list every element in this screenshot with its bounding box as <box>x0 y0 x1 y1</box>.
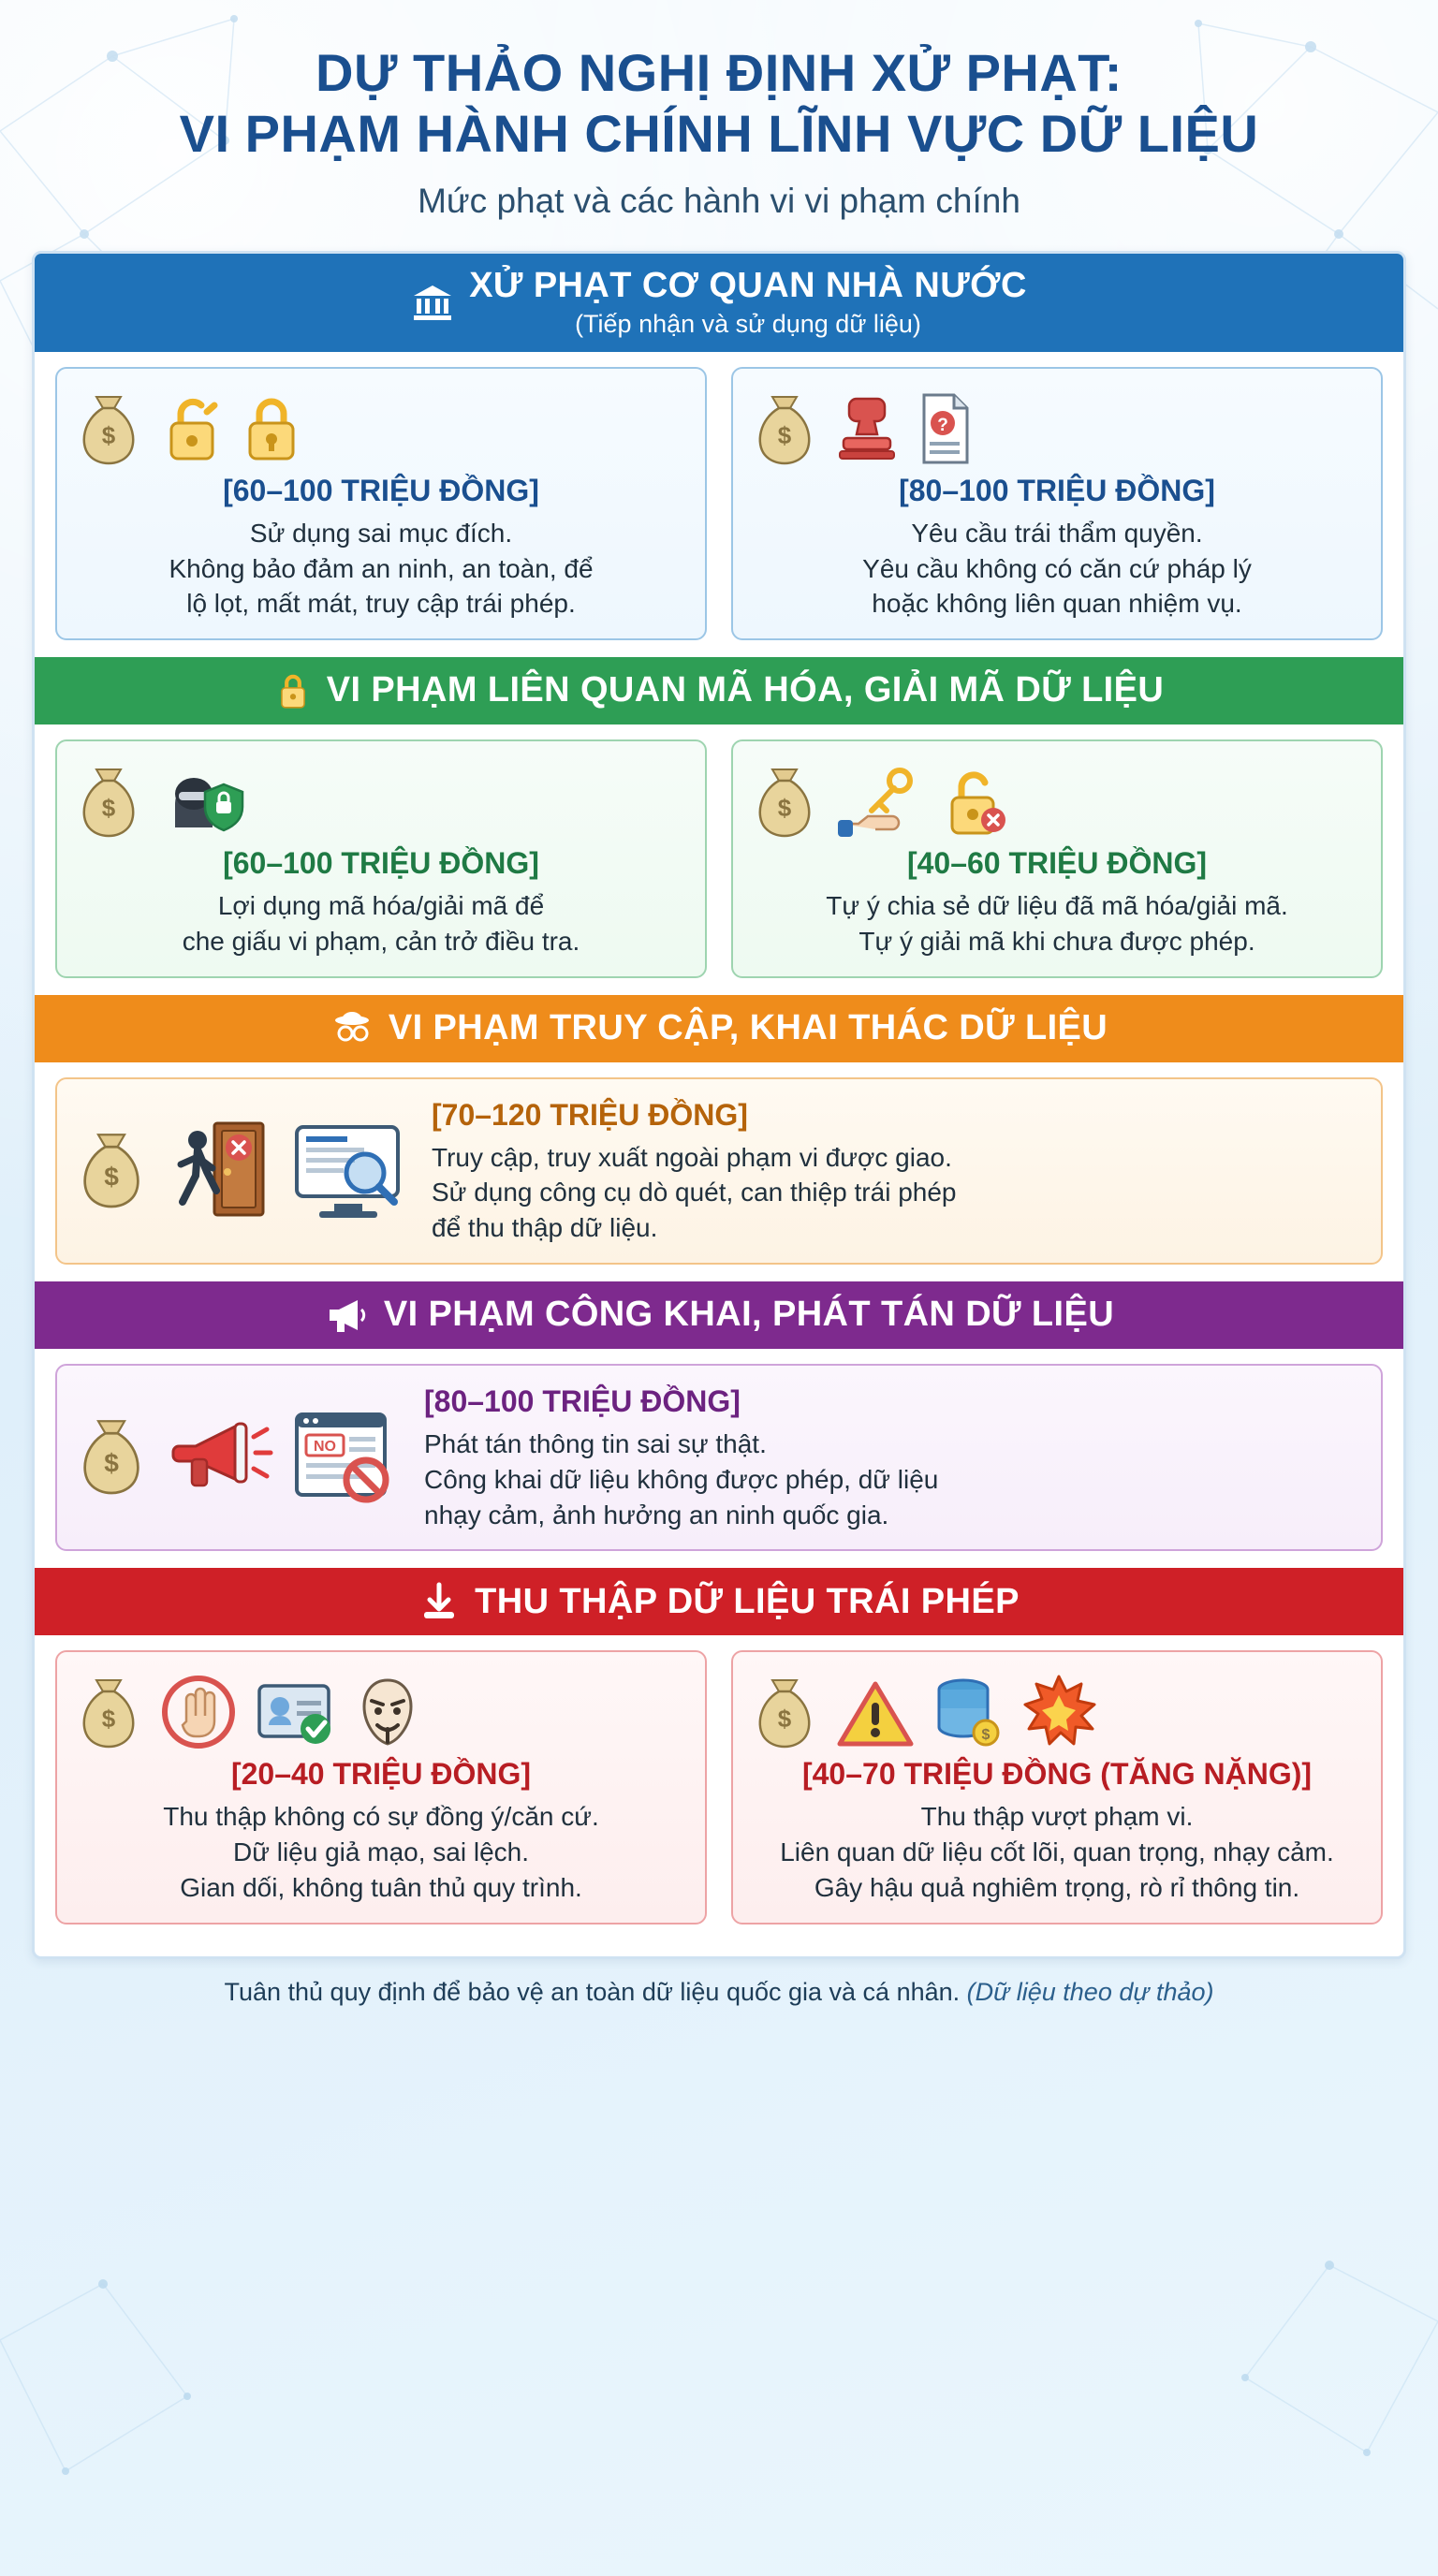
svg-text:$: $ <box>101 420 116 449</box>
svg-text:$: $ <box>777 794 792 823</box>
violation-description: Truy cập, truy xuất ngoài phạm vi được giao. Sử dụng công cụ dò quét, can thiệp trái phép để thu thập dữ liệu. <box>432 1142 957 1243</box>
unlock-error-icon <box>943 762 1008 841</box>
megaphone-icon <box>164 1409 276 1502</box>
fake-news-icon <box>291 1407 400 1504</box>
section-bar-encryption <box>35 657 1403 724</box>
svg-text:$: $ <box>104 1162 119 1192</box>
violation-description: Thu thập không có sự đồng ý/căn cứ. Dữ liệu giả mạo, sai lệch. Gian dối, không tuân thủ quy trình. <box>163 1802 599 1903</box>
money-bag-icon <box>74 1673 143 1751</box>
explosion-icon <box>1020 1673 1098 1751</box>
money-bag-icon <box>74 762 143 841</box>
icon-group <box>74 1118 407 1221</box>
svg-text:$: $ <box>104 1448 119 1478</box>
section-bar-disclosure <box>35 1281 1403 1349</box>
violation-description: Thu thập vượt phạm vi. Liên quan dữ liệu cốt lõi, quan trọng, nhạy cảm. Gây hậu quả nghiêm trọng, rò rỉ thông tin. <box>780 1802 1334 1903</box>
footer <box>32 1959 1406 2031</box>
page-title-line2: VI PHẠM HÀNH CHÍNH LĨNH VỰC DỮ LIỆU <box>179 103 1259 163</box>
icon-group <box>74 1407 400 1504</box>
megaphone-icon <box>324 1295 369 1336</box>
download-icon <box>418 1581 460 1622</box>
violation-card <box>55 1077 1383 1265</box>
violation-description: Phát tán thông tin sai sự thật. Công khai dữ liệu không được phép, dữ liệu nhạy cảm, ảnh hưởng an ninh quốc gia. <box>424 1429 939 1530</box>
anonymous-mask-icon <box>353 1673 422 1751</box>
violation-card <box>55 1364 1383 1551</box>
svg-text:$: $ <box>101 794 116 823</box>
id-card-check-icon <box>254 1673 336 1751</box>
money-bag-icon <box>74 1126 149 1212</box>
violation-card <box>55 1650 707 1924</box>
bank-icon <box>411 282 454 323</box>
violation-card <box>55 739 707 978</box>
money-bag-icon <box>74 1412 149 1499</box>
violation-card <box>55 367 707 640</box>
svg-text:$: $ <box>101 1705 116 1734</box>
section-body-illegal-collection <box>35 1635 1403 1940</box>
hacker-shield-icon <box>160 758 246 841</box>
violation-description: Yêu cầu trái thẩm quyền. Yêu cầu không có căn cứ pháp lý hoặc không liên quan nhiệm vụ. <box>862 518 1252 619</box>
section-body-disclosure <box>35 1349 1403 1568</box>
warning-triangle-icon <box>836 1676 915 1751</box>
section-body-encryption <box>35 724 1403 995</box>
door-intruder-icon <box>164 1118 276 1221</box>
svg-text:$: $ <box>981 1727 990 1744</box>
page-title-line1: DỰ THẢO NGHỊ ĐỊNH XỬ PHẠT: <box>315 43 1123 102</box>
section-title-access: VI PHẠM TRUY CẬP, KHAI THÁC DỮ LIỆU <box>388 1007 1108 1047</box>
broken-lock-icon <box>160 389 226 468</box>
document-question-icon <box>915 389 975 468</box>
monitor-search-icon <box>291 1120 407 1219</box>
svg-text:$: $ <box>777 420 792 449</box>
money-bag-icon <box>750 389 819 468</box>
money-bag-icon <box>750 762 819 841</box>
section-body-access <box>35 1062 1403 1281</box>
section-subtitle-state-agency: (Tiếp nhận và sử dụng dữ liệu) <box>575 309 921 338</box>
stop-hand-icon <box>160 1673 237 1751</box>
violation-card <box>731 1650 1383 1924</box>
hand-key-icon <box>836 762 926 841</box>
database-icon <box>932 1673 1003 1751</box>
money-bag-icon <box>74 389 143 468</box>
page-subtitle: Mức phạt và các hành vi vi phạm chính <box>418 181 1020 220</box>
violation-card <box>731 739 1383 978</box>
footer-note: (Dữ liệu theo dự thảo) <box>966 1977 1214 2006</box>
violation-description: Tự ý chia sẻ dữ liệu đã mã hóa/giải mã. Tự ý giải mã khi chưa được phép. <box>826 891 1288 956</box>
penalty-amount: [60–100 TRIỆU ĐỒNG] <box>223 846 539 881</box>
footer-text: Tuân thủ quy định để bảo vệ an toàn dữ liệu quốc gia và cá nhân. <box>224 1977 961 2006</box>
section-body-state-agency <box>35 352 1403 657</box>
violation-card <box>731 367 1383 640</box>
svg-text:$: $ <box>777 1705 792 1734</box>
violation-description: Sử dụng sai mục đích. Không bảo đảm an ninh, an toàn, để lộ lọt, mất mát, truy cập trái phép. <box>169 518 594 619</box>
penalty-amount: [80–100 TRIỆU ĐỒNG] <box>899 473 1215 507</box>
penalty-amount: [20–40 TRIỆU ĐỒNG] <box>230 1757 532 1792</box>
money-bag-icon <box>750 1673 819 1751</box>
page-header <box>32 0 1406 230</box>
violation-description: Lợi dụng mã hóa/giải mã để che giấu vi phạm, cản trở điều tra. <box>182 891 580 956</box>
penalty-amount: [40–70 TRIỆU ĐỒNG (TĂNG NẶNG)] <box>801 1757 1313 1792</box>
penalty-amount: [80–100 TRIỆU ĐỒNG] <box>424 1384 741 1419</box>
content-panel <box>32 251 1406 1959</box>
section-bar-access <box>35 995 1403 1062</box>
lock-icon <box>274 670 312 711</box>
spy-icon <box>330 1008 374 1049</box>
section-bar-illegal-collection <box>35 1568 1403 1635</box>
section-title-state-agency: XỬ PHẠT CƠ QUAN NHÀ NƯỚC <box>469 265 1027 305</box>
section-title-encryption: VI PHẠM LIÊN QUAN MÃ HÓA, GIẢI MÃ DỮ LIỆU <box>326 670 1165 710</box>
stamp-icon <box>836 389 898 468</box>
svg-text:NO: NO <box>314 1439 336 1456</box>
section-bar-state-agency <box>35 254 1403 352</box>
section-title-disclosure: VI PHẠM CÔNG KHAI, PHÁT TÁN DỮ LIỆU <box>383 1295 1115 1335</box>
svg-text:?: ? <box>937 415 948 435</box>
penalty-amount: [70–120 TRIỆU ĐỒNG] <box>432 1097 748 1132</box>
penalty-amount: [40–60 TRIỆU ĐỒNG] <box>906 846 1208 881</box>
penalty-amount: [60–100 TRIỆU ĐỒNG] <box>223 473 539 507</box>
section-title-illegal-collection: THU THẬP DỮ LIỆU TRÁI PHÉP <box>475 1581 1020 1621</box>
lock-icon <box>242 389 301 468</box>
